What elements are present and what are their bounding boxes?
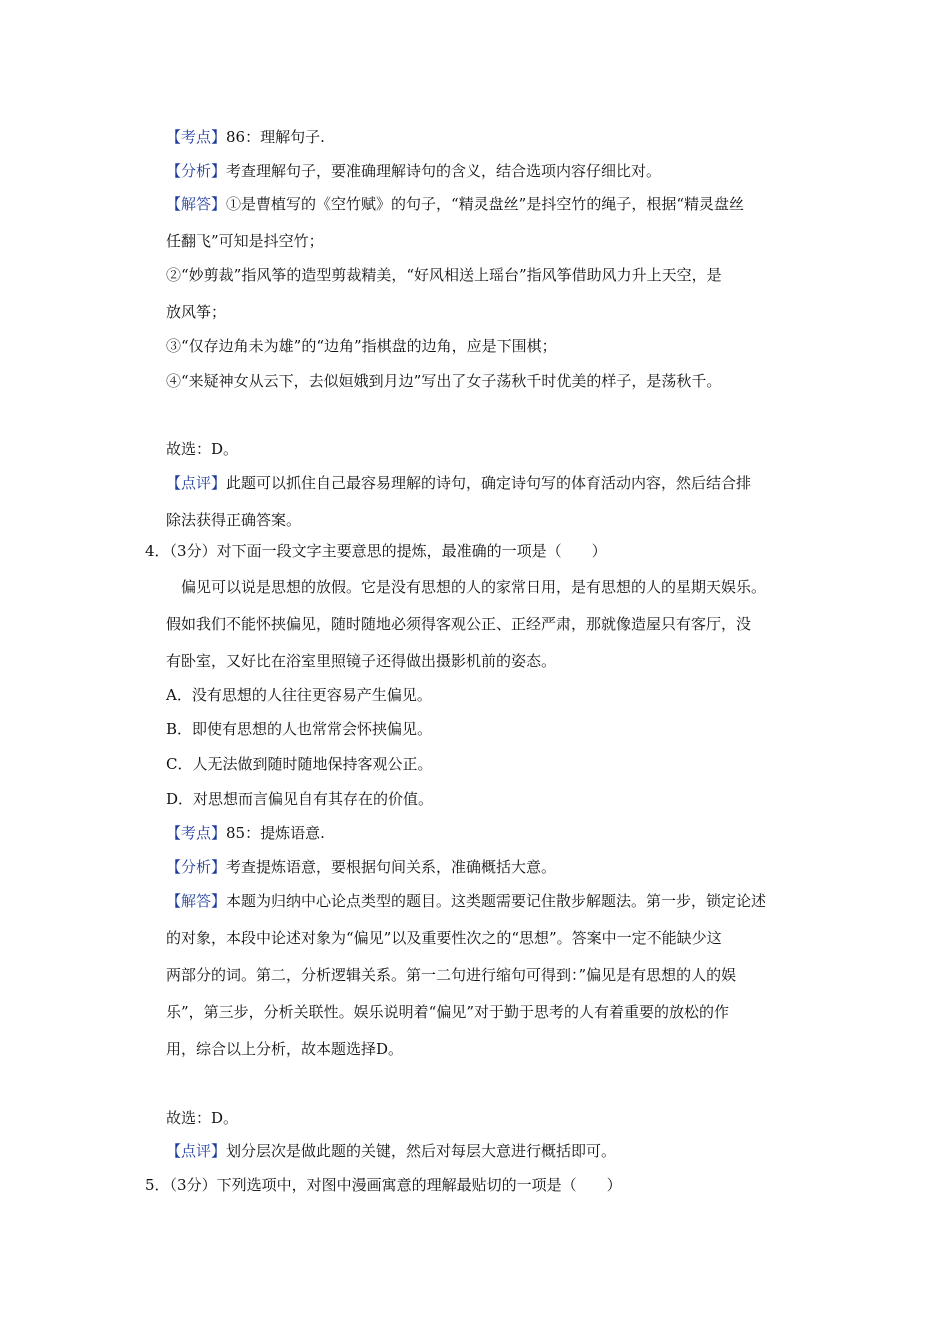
q4-kaodian [166, 823, 325, 843]
dianping-tag: 【点评】 [166, 474, 227, 492]
q3-jieda [166, 194, 744, 214]
kaodian-tag: 【考点】 [166, 824, 227, 842]
dianping-line: 此题可以抓住自己最容易理解的诗句，确定诗句写的体育活动内容，然后结合排 [226, 474, 752, 492]
fenxi-tag: 【分析】 [166, 858, 227, 876]
dianping-text: 划分层次是做此题的关键，然后对每层大意进行概括即可。 [226, 1142, 617, 1160]
q4-option-b: B．即使有思想的人也常常会怀挟偏见。 [166, 720, 433, 738]
q4-passage-line: 假如我们不能怀挟偏见，随时随地必须得客观公正、正经严肃，那就像造屋只有客厅，没 [166, 615, 752, 633]
jieda-line: 的对象，本段中论述对象为“偏见”以及重要性次之的“思想”。答案中一定不能缺少这 [166, 929, 722, 947]
jieda-line: ①是曹植写的《空竹赋》的句子，“精灵盘丝”是抖空竹的绳子，根据“精灵盘丝 [226, 195, 745, 213]
dianping-line: 除法获得正确答案。 [166, 511, 302, 529]
q4-stem: 4．（3分）对下面一段文字主要意思的提炼，最准确的一项是（ ） [145, 542, 607, 560]
jieda-tag: 【解答】 [166, 195, 227, 213]
q3-dianping [166, 473, 751, 493]
q3-fenxi [166, 161, 661, 181]
q4-passage-line: 有卧室，又好比在浴室里照镜子还得做出摄影机前的姿态。 [166, 652, 557, 670]
q4-option-c: C．人无法做到随时随地保持客观公正。 [166, 755, 433, 773]
kaodian-text: 86：理解句子. [226, 128, 325, 146]
jieda-line: 本题为归纳中心论点类型的题目。这类题需要记住散步解题法。第一步，锁定论述 [226, 892, 767, 910]
q3-kaodian [166, 127, 325, 147]
dianping-tag: 【点评】 [166, 1142, 227, 1160]
jieda-tag: 【解答】 [166, 892, 227, 910]
jieda-line: 用，综合以上分析，故本题选择D。 [166, 1040, 404, 1058]
jieda-line: ③“仅存边角未为雄”的“边角”指棋盘的边角，应是下围棋； [166, 337, 557, 355]
q3-guxuan: 故选：D。 [166, 440, 239, 458]
kaodian-tag: 【考点】 [166, 128, 227, 146]
kaodian-text: 85：提炼语意. [226, 824, 325, 842]
fenxi-text: 考查理解句子，要准确理解诗句的含义，结合选项内容仔细比对。 [226, 162, 662, 180]
q4-guxuan: 故选：D。 [166, 1109, 239, 1127]
jieda-line: 放风筝； [166, 303, 227, 321]
jieda-line: 任翻飞”可知是抖空竹； [166, 232, 324, 250]
q4-option-a: A．没有思想的人往往更容易产生偏见。 [166, 686, 432, 704]
fenxi-tag: 【分析】 [166, 162, 227, 180]
jieda-line: ②“妙剪裁”指风筝的造型剪裁精美，“好风相送上瑶台”指风筝借助风力升上天空，是 [166, 266, 722, 284]
q5-stem: 5．（3分）下列选项中，对图中漫画寓意的理解最贴切的一项是（ ） [145, 1176, 622, 1194]
fenxi-text: 考查提炼语意，要根据句间关系，准确概括大意。 [226, 858, 557, 876]
jieda-line: ④“来疑神女从云下，去似姮娥到月边”写出了女子荡秋千时优美的样子，是荡秋千。 [166, 372, 722, 390]
q4-jieda [166, 891, 766, 911]
jieda-line: 两部分的词。第二，分析逻辑关系。第一二句进行缩句可得到：”偏见是有思想的人的娱 [166, 966, 737, 984]
q4-dianping [166, 1141, 616, 1161]
jieda-line: 乐”，第三步，分析关联性。娱乐说明着“偏见”对于勤于思考的人有着重要的放松的作 [166, 1003, 730, 1021]
q4-fenxi [166, 857, 556, 877]
q4-passage-line: 偏见可以说是思想的放假。它是没有思想的人的家常日用，是有思想的人的星期天娱乐。 [166, 578, 767, 596]
q4-option-d: D．对思想而言偏见自有其存在的价值。 [166, 790, 434, 808]
